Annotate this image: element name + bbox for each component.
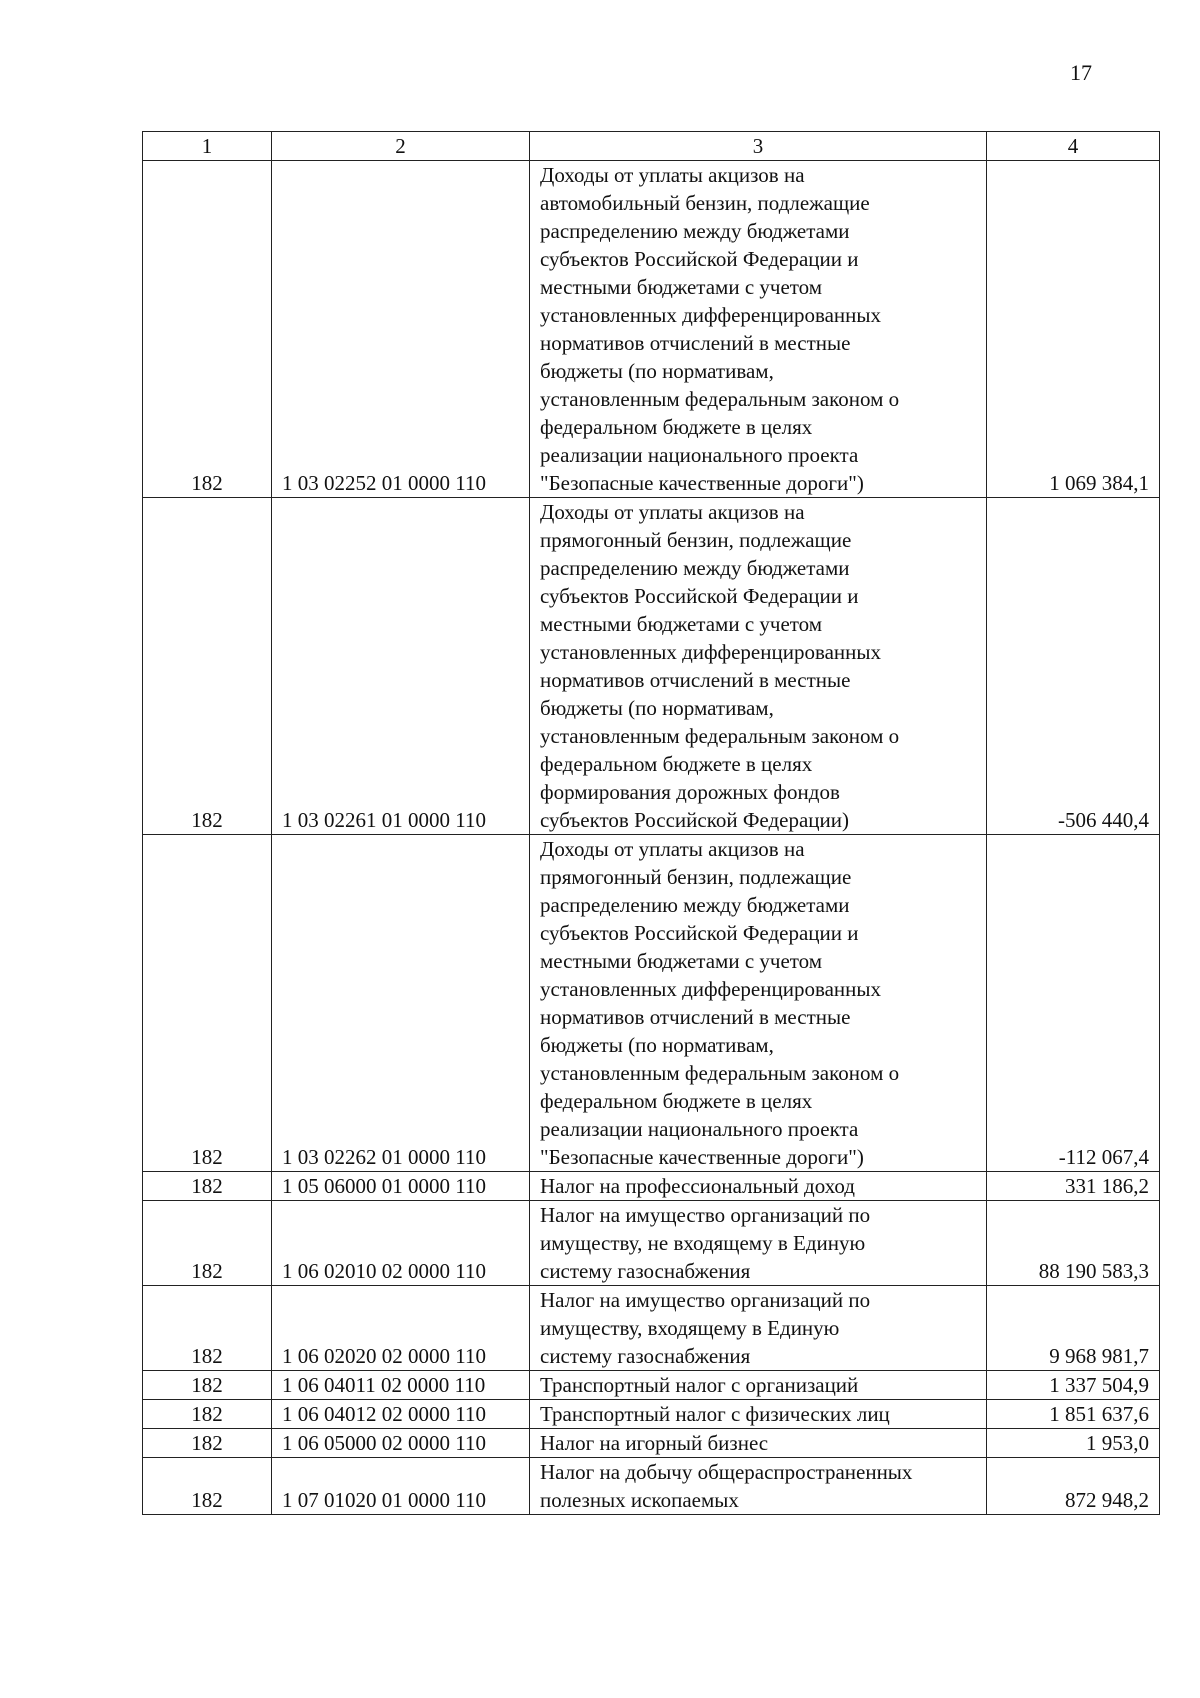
admin-code-cell: 182: [143, 1429, 272, 1458]
amount-cell: -506 440,4: [987, 498, 1160, 835]
admin-code-cell: 182: [143, 1172, 272, 1201]
revenue-description-cell: Доходы от уплаты акцизов на прямогонный бензин, подлежащие распределению между бюджетами субъектов Российской Федерации и местными бюджетами с учетом установленных дифференцированных нормативов отчислений в местные бюджеты (по нормативам, установленным федеральным законом о федеральном бюджете в целях формирования дорожных фондов субъектов Российской Федерации): [530, 498, 987, 835]
admin-code-cell: 182: [143, 1400, 272, 1429]
table-row: [143, 1371, 1160, 1400]
table-row: [143, 1201, 1160, 1286]
revenue-description-cell: Налог на имущество организаций по имуществу, входящему в Единую систему газоснабжения: [530, 1286, 987, 1371]
table-row: [143, 1429, 1160, 1458]
table-row: [143, 835, 1160, 1172]
admin-code-cell: 182: [143, 161, 272, 498]
budget-classification-code-cell: 1 06 04012 02 0000 110: [272, 1400, 530, 1429]
amount-cell: 88 190 583,3: [987, 1201, 1160, 1286]
revenue-description-cell: Налог на профессиональный доход: [530, 1172, 987, 1201]
admin-code-cell: 182: [143, 498, 272, 835]
column-header-2: 2: [272, 132, 530, 161]
amount-cell: 331 186,2: [987, 1172, 1160, 1201]
revenue-description-cell: Налог на игорный бизнес: [530, 1429, 987, 1458]
budget-classification-code-cell: 1 03 02262 01 0000 110: [272, 835, 530, 1172]
budget-classification-code-cell: 1 03 02252 01 0000 110: [272, 161, 530, 498]
table-row: [143, 1172, 1160, 1201]
amount-cell: 1 069 384,1: [987, 161, 1160, 498]
budget-classification-code-cell: 1 06 04011 02 0000 110: [272, 1371, 530, 1400]
admin-code-cell: 182: [143, 1458, 272, 1515]
budget-classification-code-cell: 1 07 01020 01 0000 110: [272, 1458, 530, 1515]
revenue-description-cell: Транспортный налог с физических лиц: [530, 1400, 987, 1429]
table-row: [143, 161, 1160, 498]
table-header-row: [143, 132, 1160, 161]
column-header-4: 4: [987, 132, 1160, 161]
table-row: [143, 498, 1160, 835]
budget-classification-code-cell: 1 05 06000 01 0000 110: [272, 1172, 530, 1201]
amount-cell: -112 067,4: [987, 835, 1160, 1172]
amount-cell: 872 948,2: [987, 1458, 1160, 1515]
budget-classification-code-cell: 1 06 02020 02 0000 110: [272, 1286, 530, 1371]
table-row: [143, 1458, 1160, 1515]
revenue-description-cell: Налог на имущество организаций по имуществу, не входящему в Единую систему газоснабжения: [530, 1201, 987, 1286]
revenue-description-cell: Доходы от уплаты акцизов на автомобильный бензин, подлежащие распределению между бюджетами субъектов Российской Федерации и местными бюджетами с учетом установленных дифференцированных нормативов отчислений в местные бюджеты (по нормативам, установленным федеральным законом о федеральном бюджете в целях реализации национального проекта "Безопасные качественные дороги"): [530, 161, 987, 498]
admin-code-cell: 182: [143, 1286, 272, 1371]
budget-classification-code-cell: 1 03 02261 01 0000 110: [272, 498, 530, 835]
revenue-description-cell: Транспортный налог с организаций: [530, 1371, 987, 1400]
column-header-3: 3: [530, 132, 987, 161]
admin-code-cell: 182: [143, 1201, 272, 1286]
amount-cell: 1 337 504,9: [987, 1371, 1160, 1400]
revenue-description-cell: Доходы от уплаты акцизов на прямогонный бензин, подлежащие распределению между бюджетами субъектов Российской Федерации и местными бюджетами с учетом установленных дифференцированных нормативов отчислений в местные бюджеты (по нормативам, установленным федеральным законом о федеральном бюджете в целях реализации национального проекта "Безопасные качественные дороги"): [530, 835, 987, 1172]
admin-code-cell: 182: [143, 835, 272, 1172]
revenue-description-cell: Налог на добычу общераспространенных полезных ископаемых: [530, 1458, 987, 1515]
page-number: 17: [1070, 60, 1092, 85]
column-header-1: 1: [143, 132, 272, 161]
amount-cell: 1 953,0: [987, 1429, 1160, 1458]
table-row: [143, 1400, 1160, 1429]
admin-code-cell: 182: [143, 1371, 272, 1400]
amount-cell: 9 968 981,7: [987, 1286, 1160, 1371]
amount-cell: 1 851 637,6: [987, 1400, 1160, 1429]
budget-classification-code-cell: 1 06 02010 02 0000 110: [272, 1201, 530, 1286]
table-row: [143, 1286, 1160, 1371]
budget-classification-code-cell: 1 06 05000 02 0000 110: [272, 1429, 530, 1458]
revenue-table: [142, 131, 1160, 1515]
